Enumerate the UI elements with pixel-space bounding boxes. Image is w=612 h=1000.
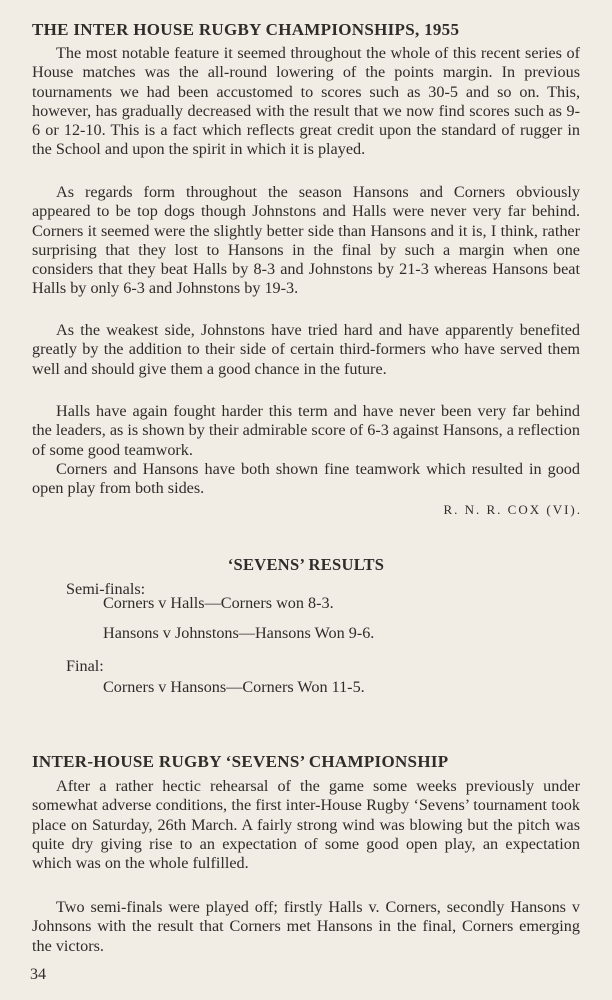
paragraph-6: After a rather hectic rehearsal of the game some weeks previously under somewhat adverse conditions, the first inter-House Rugby ‘Sevens’ tournament took place on Saturday, 26th March. A fairly strong wind was blowing but the pitch was quite dry giving rise to an expectation of some good open play, an expectation which was on the whole fulfilled. bbox=[32, 777, 580, 873]
paragraph-1: The most notable feature it seemed throughout the whole of this recent series of House matches was the all-round lowering of the points margin. In previous tournaments we had been accustomed to scores such as 30-5 and so on. This, however, has gradually decreased with the result that we now find scores such as 9-6 or 12-10. This is a fact which reflects great credit upon the standard of rugger in the School and upon the spirit in which it is played. bbox=[32, 44, 580, 159]
final-label: Final: bbox=[66, 657, 104, 675]
semi-finals-label: Semi-finals: bbox=[66, 580, 146, 598]
page-number: 34 bbox=[30, 966, 46, 983]
paragraph-5: Corners and Hansons have both shown fine teamwork which resulted in good open play from both sides. bbox=[32, 460, 580, 498]
paragraph-2: As regards form throughout the season Hansons and Corners obviously appeared to be top dogs though Johnstons and Halls were never very far behind. Corners it seemed were the slightly better side than Hansons and it is, I think, rather surprising that they lost to Hansons in the final by such a margin when one considers that they beat Halls by 8-3 and Johnstons by 21-3 whereas Hansons beat Halls by only 6-3 and Johnstons by 19-3. bbox=[32, 183, 580, 298]
paragraph-3: As the weakest side, Johnstons have tried hard and have apparently benefited greatly by the addition to their side of certain third-formers who have served them well and should give them a good chance in the future. bbox=[32, 321, 580, 378]
final-result: Corners v Hansons—Corners Won 11-5. bbox=[103, 678, 365, 696]
sevens-results-title: ‘SEVENS’ RESULTS bbox=[227, 555, 385, 574]
article-title-sevens: INTER-HOUSE RUGBY ‘SEVENS’ CHAMPIONSHIP bbox=[32, 752, 449, 771]
author-signature: R. N. R. COX (VI). bbox=[443, 502, 582, 517]
paragraph-4: Halls have again fought harder this term and have never been very far behind the leaders, as is shown by their admirable score of 6-3 against Hansons, a reflection of some good teamwork. bbox=[32, 402, 580, 459]
article-title-championships: THE INTER HOUSE RUGBY CHAMPIONSHIPS, 1955 bbox=[32, 20, 460, 39]
semi-final-result-2: Hansons v Johnstons—Hansons Won 9-6. bbox=[103, 624, 375, 642]
semi-final-result-1: Corners v Halls—Corners won 8-3. bbox=[103, 594, 334, 612]
paragraph-7: Two semi-finals were played off; firstly Halls v. Corners, secondly Hansons v Johnsons with the result that Corners met Hansons in the final, Corners emerging the victors. bbox=[32, 898, 580, 955]
